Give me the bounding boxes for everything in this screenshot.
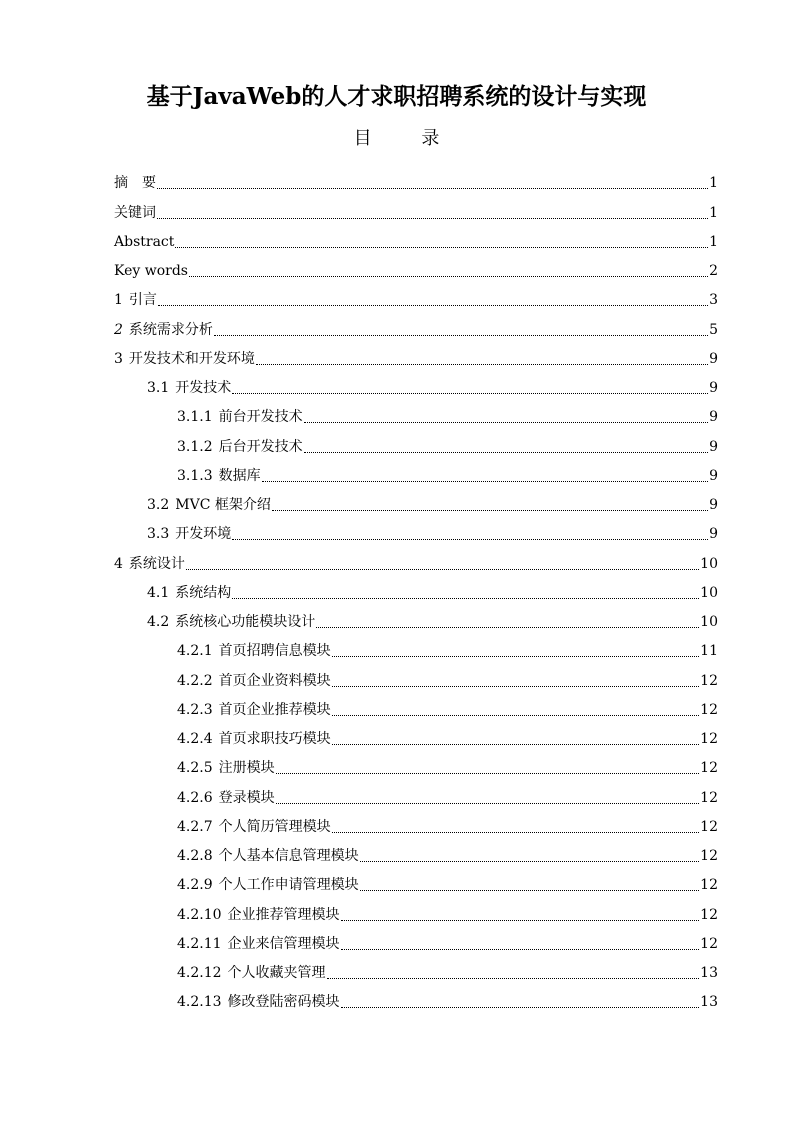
toc-entry-page-number: 12 [700, 877, 718, 894]
toc-entry-page-number: 12 [700, 906, 718, 923]
toc-entry[interactable] [114, 634, 718, 663]
toc-entry-number: 3 [114, 350, 123, 367]
toc-entry-page-number: 9 [709, 526, 718, 543]
dot-leader [232, 595, 699, 599]
toc-entry[interactable] [114, 459, 718, 488]
dot-leader [360, 887, 700, 891]
dot-leader [332, 653, 700, 657]
toc-entry-page-number: 9 [709, 497, 718, 513]
toc-entry[interactable] [114, 576, 718, 605]
dot-leader [232, 390, 708, 394]
dot-leader [332, 683, 700, 687]
dot-leader [327, 975, 700, 979]
toc-entry[interactable] [114, 693, 718, 722]
toc-entry-number: 3.1.2 [177, 438, 213, 455]
toc-entry-text: 引言 [128, 292, 157, 309]
toc-entry-number: 4.2.5 [177, 760, 213, 777]
toc-entry-number: 4.2.8 [177, 848, 213, 864]
toc-entry[interactable] [114, 985, 718, 1014]
toc-entry-label [147, 611, 315, 634]
toc-entry-label [114, 231, 174, 254]
toc-entry-text: 系统需求分析 [128, 321, 213, 338]
toc-entry-text: 首页求职技巧模块 [218, 731, 331, 747]
toc-entry[interactable] [114, 663, 718, 692]
toc-entry-number: 4.2.13 [177, 994, 222, 1011]
toc-entry-label [114, 348, 255, 371]
toc-entry-text: 数据库 [218, 467, 261, 484]
toc-entry[interactable] [114, 429, 718, 458]
dot-leader [304, 419, 708, 423]
toc-entry[interactable] [114, 868, 718, 897]
toc-entry-page-number: 12 [700, 848, 718, 864]
toc-entry-text: 前台开发技术 [218, 409, 303, 426]
dot-leader [157, 215, 708, 219]
dot-leader [157, 185, 708, 189]
toc-entry[interactable] [114, 312, 718, 341]
toc-entry-text: 企业来信管理模块 [227, 935, 340, 952]
toc-entry-number: 4.2.4 [177, 731, 213, 747]
toc-entry-page-number: 12 [700, 818, 718, 835]
toc-entry-text: 个人收藏夹管理 [227, 965, 326, 981]
toc-entry-label [177, 699, 331, 722]
dot-leader [175, 244, 708, 248]
toc-entry-label [147, 523, 231, 546]
toc-entry[interactable] [114, 517, 718, 546]
toc-entry-number: 3.3 [147, 526, 170, 543]
toc-entry-number: 3.2 [147, 497, 170, 513]
dot-leader [214, 332, 708, 336]
toc-entry-page-number: 5 [709, 321, 718, 338]
toc-entry-label [114, 289, 157, 312]
toc-entry-label [147, 494, 271, 517]
toc-entry-label [177, 728, 331, 751]
dot-leader [276, 800, 700, 804]
toc-entry-label [114, 172, 156, 195]
toc-entry-number: 1 [114, 292, 123, 309]
toc-entry[interactable] [114, 546, 718, 575]
toc-entry-page-number: 12 [700, 672, 718, 689]
toc-entry-text: Key words [114, 263, 188, 279]
toc-entry-number: 4.2.12 [177, 965, 222, 981]
toc-entry-text: 个人简历管理模块 [218, 818, 331, 835]
toc-entry[interactable] [114, 371, 718, 400]
toc-entry-page-number: 9 [709, 409, 718, 426]
toc-entry-number: 4 [114, 555, 123, 572]
toc-entry-page-number: 2 [709, 263, 718, 279]
toc-entry-number: 3.1 [147, 380, 170, 396]
toc-entry-label [177, 406, 303, 429]
toc-entry-number: 4.2.9 [177, 877, 213, 894]
dot-leader [276, 770, 700, 774]
toc-entry[interactable] [114, 927, 718, 956]
toc-entry-text: 修改登陆密码模块 [227, 994, 340, 1011]
toc-entry-label [114, 202, 156, 225]
toc-entry[interactable] [114, 488, 718, 517]
toc-entry-text: 系统设计 [128, 555, 185, 572]
toc-entry-page-number: 9 [709, 380, 718, 396]
dot-leader [186, 566, 699, 570]
dot-leader [332, 829, 700, 833]
toc-entry-page-number: 12 [700, 935, 718, 952]
toc-entry-number: 4.2.1 [177, 643, 213, 660]
toc-entry-page-number: 3 [709, 292, 718, 309]
dot-leader [256, 361, 708, 365]
toc-entry-text: 首页企业推荐模块 [218, 701, 331, 718]
toc-entry-number: 4.2.10 [177, 906, 222, 923]
toc-entry-page-number: 9 [709, 350, 718, 367]
toc-entry-page-number: 12 [700, 789, 718, 806]
dot-leader [341, 1004, 700, 1008]
toc-entry-text: 首页招聘信息模块 [218, 643, 331, 660]
dot-leader [332, 712, 700, 716]
toc-entry-page-number: 1 [709, 204, 718, 221]
toc-entry-page-number: 11 [700, 643, 718, 660]
toc-entry-page-number: 1 [709, 233, 718, 250]
dot-leader [262, 478, 708, 482]
toc-entry-number: 4.2.6 [177, 789, 213, 806]
toc-entry[interactable] [114, 897, 718, 926]
toc-entry-text: 系统结构 [175, 584, 232, 601]
toc-entry-label [177, 933, 340, 956]
toc-entry-text: 注册模块 [218, 760, 275, 777]
toc-entry-label [147, 582, 231, 605]
toc-entry-number: 4.1 [147, 584, 170, 601]
toc-heading: 目 录 [353, 128, 462, 149]
toc-entry-label [114, 553, 185, 576]
toc-entry-page-number: 12 [700, 760, 718, 777]
toc-entry-text: 系统核心功能模块设计 [175, 614, 316, 630]
dot-leader [360, 858, 700, 862]
toc-entry[interactable] [114, 751, 718, 780]
toc-entry[interactable] [114, 810, 718, 839]
toc-entry-page-number: 13 [700, 994, 718, 1011]
toc-entry-text: 个人工作申请管理模块 [218, 877, 359, 894]
toc-entry-text: 登录模块 [218, 789, 275, 806]
toc-entry[interactable] [114, 956, 718, 985]
toc-entry-text: Abstract [114, 233, 175, 250]
toc-entry-number: 4.2 [147, 614, 170, 630]
toc-entry-label [177, 465, 261, 488]
toc-entry-label [177, 991, 340, 1014]
toc-entry[interactable] [114, 225, 718, 254]
dot-leader [304, 449, 708, 453]
toc-entry-text: 首页企业资料模块 [218, 672, 331, 689]
dot-leader [272, 507, 708, 511]
toc-entry-page-number: 10 [700, 614, 718, 630]
toc-entry-text: 开发技术 [175, 380, 232, 396]
toc-entry[interactable] [114, 722, 718, 751]
toc-entry-number: 4.2.3 [177, 701, 213, 718]
dot-leader [332, 741, 700, 745]
toc-entry-number: 3.1.3 [177, 467, 213, 484]
toc-entry-number: 2 [114, 321, 123, 338]
toc-entry-label [177, 845, 359, 868]
toc-entry-number: 4.2.2 [177, 672, 213, 689]
toc-entry-text: 开发环境 [175, 526, 232, 543]
toc-entry[interactable] [114, 254, 718, 283]
toc-entry-label [114, 260, 188, 283]
toc-entry-text: 个人基本信息管理模块 [218, 848, 359, 864]
toc-entry-page-number: 9 [709, 467, 718, 484]
dot-leader [158, 302, 708, 306]
toc-entry-number: 4.2.11 [177, 935, 222, 952]
toc-entry-text: 关键词 [114, 204, 156, 221]
document-title: 基于JavaWeb的人才求职招聘系统的设计与实现 [146, 83, 647, 110]
toc-entry[interactable] [114, 195, 718, 224]
toc-entry-label [177, 904, 340, 927]
dot-leader [189, 273, 708, 277]
toc-entry-label [177, 962, 326, 985]
toc-entry-text: 后台开发技术 [218, 438, 303, 455]
toc-entry-text: 开发技术和开发环境 [128, 350, 255, 367]
toc-entry-page-number: 9 [709, 438, 718, 455]
toc-entry-label [177, 874, 359, 897]
toc-entry-page-number: 10 [700, 555, 718, 572]
toc-entry-label [177, 757, 275, 780]
toc-entry-page-number: 12 [700, 731, 718, 747]
toc-entry-text: 摘 要 [114, 175, 156, 192]
toc-entry[interactable] [114, 342, 718, 371]
toc-entry[interactable] [114, 283, 718, 312]
toc-entry[interactable] [114, 780, 718, 809]
toc-entry-label [177, 436, 303, 459]
toc-entry[interactable] [114, 839, 718, 868]
toc-entry-page-number: 1 [709, 175, 718, 192]
toc-entry-page-number: 10 [700, 584, 718, 601]
toc-entry-text: MVC 框架介绍 [175, 497, 271, 513]
toc-entry-number: 3.1.1 [177, 409, 213, 426]
dot-leader [232, 536, 708, 540]
toc-entry-number: 4.2.7 [177, 818, 213, 835]
toc-entry-label [177, 816, 331, 839]
toc-entry-label [147, 377, 231, 400]
toc-entry-label [114, 319, 213, 342]
toc-entry[interactable] [114, 400, 718, 429]
toc-entry[interactable] [114, 166, 718, 195]
dot-leader [316, 624, 699, 628]
dot-leader [341, 917, 700, 921]
toc-entry[interactable] [114, 605, 718, 634]
toc-entry-label [177, 640, 331, 663]
toc-entry-page-number: 12 [700, 701, 718, 718]
toc-entry-page-number: 13 [700, 965, 718, 981]
toc-entry-text: 企业推荐管理模块 [227, 906, 340, 923]
dot-leader [341, 946, 700, 950]
table-of-contents [114, 166, 718, 1014]
toc-entry-label [177, 787, 275, 810]
toc-entry-label [177, 670, 331, 693]
